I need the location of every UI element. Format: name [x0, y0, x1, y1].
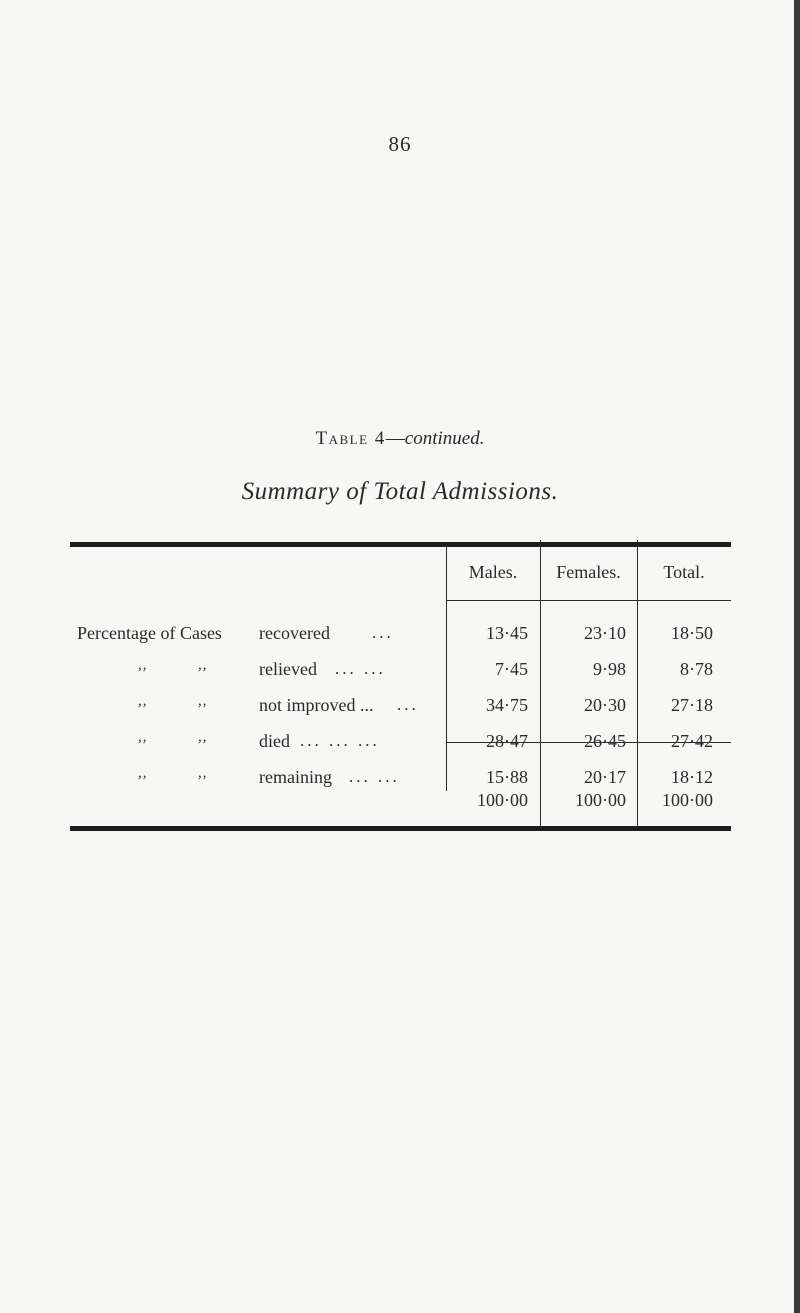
leader-dots: ... ... ...: [300, 731, 380, 750]
table-heading: [0, 428, 800, 450]
leader-dots: ...: [397, 695, 419, 714]
ditto-mark: ,,: [198, 765, 208, 781]
cell-total: 18·50: [671, 623, 713, 643]
cell-total: 8·78: [680, 659, 713, 679]
ditto-mark: ,,: [138, 729, 148, 745]
cell-females: 26·45: [584, 731, 626, 751]
ditto-mark: ,,: [138, 657, 148, 673]
total-females: 100·00: [575, 790, 626, 810]
ditto-mark: ,,: [138, 693, 148, 709]
cell-males: 7·45: [495, 659, 528, 679]
row-label-prefix: Percentage of Cases: [77, 623, 222, 643]
cell-males: 15·88: [486, 767, 528, 787]
row-label: recovered: [259, 623, 330, 643]
ditto-mark: ,,: [198, 729, 208, 745]
cell-females: 20·17: [584, 767, 626, 787]
cell-males: 13·45: [486, 623, 528, 643]
table-heading-continued: continued.: [404, 428, 485, 449]
row-label: remaining: [259, 767, 332, 787]
total-males: 100·00: [477, 790, 528, 810]
leader-dots: ... ...: [349, 767, 400, 786]
table-heading-label: Table 4: [315, 428, 386, 449]
leader-dots: ...: [372, 623, 394, 642]
cell-total: 18·12: [671, 767, 713, 787]
column-header-total: Total.: [663, 562, 705, 582]
table-bottom-rule: [70, 826, 731, 831]
leader-dots: ... ...: [335, 659, 386, 678]
page-edge-shadow: [794, 0, 800, 1313]
header-rule: [446, 600, 731, 601]
cell-females: 20·30: [584, 695, 626, 715]
total-overall: 100·00: [662, 790, 713, 810]
row-label: not improved ...: [259, 695, 374, 715]
ditto-mark: ,,: [198, 693, 208, 709]
cell-females: 23·10: [584, 623, 626, 643]
table-title: Summary of Total Admissions.: [241, 478, 559, 505]
cell-females: 9·98: [593, 659, 626, 679]
cell-total: 27·42: [671, 731, 713, 751]
cell-total: 27·18: [671, 695, 713, 715]
ditto-mark: ,,: [198, 657, 208, 673]
row-label: died: [259, 731, 290, 751]
table-top-rule: [70, 542, 731, 547]
column-header-females: Females.: [556, 562, 621, 582]
table-heading-dash: —: [385, 428, 405, 449]
column-header-males: Males.: [468, 562, 518, 582]
page-number: 86: [388, 132, 412, 156]
row-label: relieved: [259, 659, 317, 679]
cell-males: 34·75: [486, 695, 528, 715]
ditto-mark: ,,: [138, 765, 148, 781]
cell-males: 28·47: [486, 731, 528, 751]
